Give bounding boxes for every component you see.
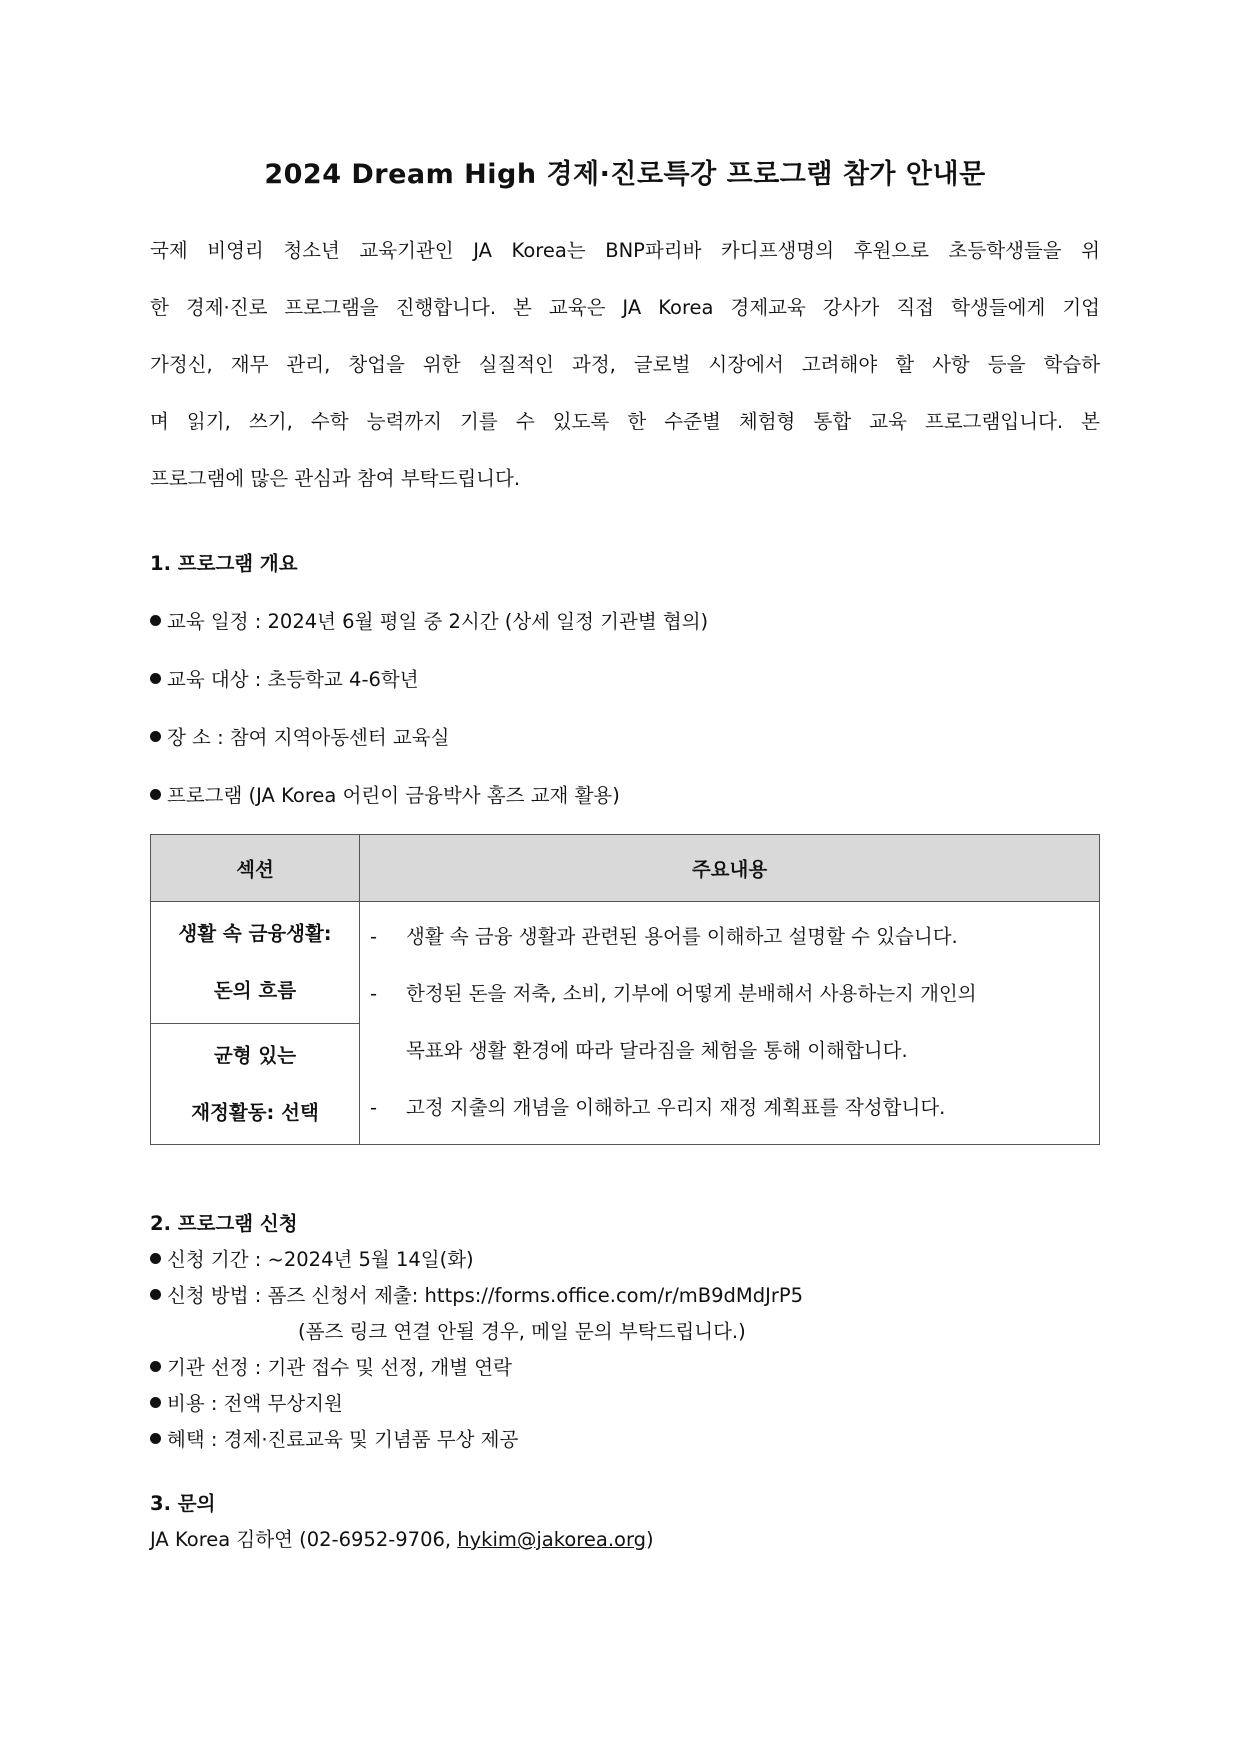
document-title: 2024 Dream High 경제·진로특강 프로그램 참가 안내문 <box>264 159 986 190</box>
bullet-icon <box>150 673 161 684</box>
intro-line: 가정신, 재무 관리, 창업을 위한 실질적인 과정, 글로벌 시장에서 고려해야 할 사항 등을 학습하 <box>150 353 1100 376</box>
org-selection: 기관 선정 : 기관 접수 및 선정, 개별 연락 <box>150 1352 512 1380</box>
program-table <box>150 834 1100 1145</box>
section2-heading: 2. 프로그램 신청 <box>150 1212 298 1235</box>
bullet-icon <box>150 789 161 800</box>
content-item: - 생활 속 금융 생활과 관련된 용어를 이해하고 설명할 수 있습니다. <box>370 925 958 948</box>
table-section-cell: 생활 속 금융생활: 돈의 흐름 <box>151 902 360 1024</box>
bullet-icon <box>150 731 161 742</box>
section1-heading: 1. 프로그램 개요 <box>150 552 298 575</box>
bullet-icon <box>150 1289 161 1300</box>
apply-period: 신청 기간 : ~2024년 5월 14일(화) <box>150 1244 474 1272</box>
overview-item-program: 프로그램 (JA Korea 어린이 금융박사 홈즈 교재 활용) <box>150 780 620 808</box>
bullet-icon <box>150 1433 161 1444</box>
overview-item-schedule: 교육 일정 : 2024년 6월 평일 중 2시간 (상세 일정 기관별 협의) <box>150 606 708 634</box>
section3-heading: 3. 문의 <box>150 1492 216 1515</box>
table-header-content: 주요내용 <box>360 835 1100 902</box>
intro-line: 국제 비영리 청소년 교육기관인 JA Korea는 BNP파리바 카디프생명의 후원으로 초등학생들을 위 <box>150 239 1100 262</box>
bullet-icon <box>150 1253 161 1264</box>
overview-item-location: 장 소 : 참여 지역아동센터 교육실 <box>150 722 449 750</box>
apply-method: 신청 방법 : 폼즈 신청서 제출: https://forms.office.com/r/mB9dMdJrP5 <box>150 1280 803 1308</box>
intro-line: 며 읽기, 쓰기, 수학 능력까지 기를 수 있도록 한 수준별 체험형 통합 교육 프로그램입니다. 본 <box>150 410 1100 433</box>
bullet-icon <box>150 1361 161 1372</box>
table-header-section: 섹션 <box>151 835 360 902</box>
table-content-cell <box>360 902 1100 1145</box>
table-section-cell: 균형 있는 재정활동: 선택 <box>151 1023 360 1145</box>
content-item: - 한정된 돈을 저축, 소비, 기부에 어떻게 분배해서 사용하는지 개인의 목표와 생활 환경에 따라 달라짐을 체험을 통해 이해합니다. <box>370 982 977 1062</box>
table-header-row <box>151 835 1100 902</box>
table-row <box>151 902 1100 1024</box>
benefits: 혜택 : 경제·진료교육 및 기념품 무상 제공 <box>150 1424 518 1452</box>
contact-line: JA Korea 김하연 (02-6952-9706, hykim@jakorea.org) <box>150 1528 654 1551</box>
intro-paragraph <box>150 222 1100 507</box>
intro-line: 한 경제·진로 프로그램을 진행합니다. 본 교육은 JA Korea 경제교육 강사가 직접 학생들에게 기업 <box>150 296 1100 319</box>
apply-note: (폼즈 링크 연결 안될 경우, 메일 문의 부탁드립니다.) <box>298 1320 746 1343</box>
cost: 비용 : 전액 무상지원 <box>150 1388 343 1416</box>
bullet-icon <box>150 615 161 626</box>
bullet-icon <box>150 1397 161 1408</box>
intro-line: 프로그램에 많은 관심과 참여 부탁드립니다. <box>150 467 521 490</box>
content-item: - 고정 지출의 개념을 이해하고 우리지 재정 계획표를 작성합니다. <box>370 1096 946 1119</box>
overview-item-target: 교육 대상 : 초등학교 4-6학년 <box>150 664 419 692</box>
email-link[interactable]: hykim@jakorea.org <box>457 1528 646 1551</box>
